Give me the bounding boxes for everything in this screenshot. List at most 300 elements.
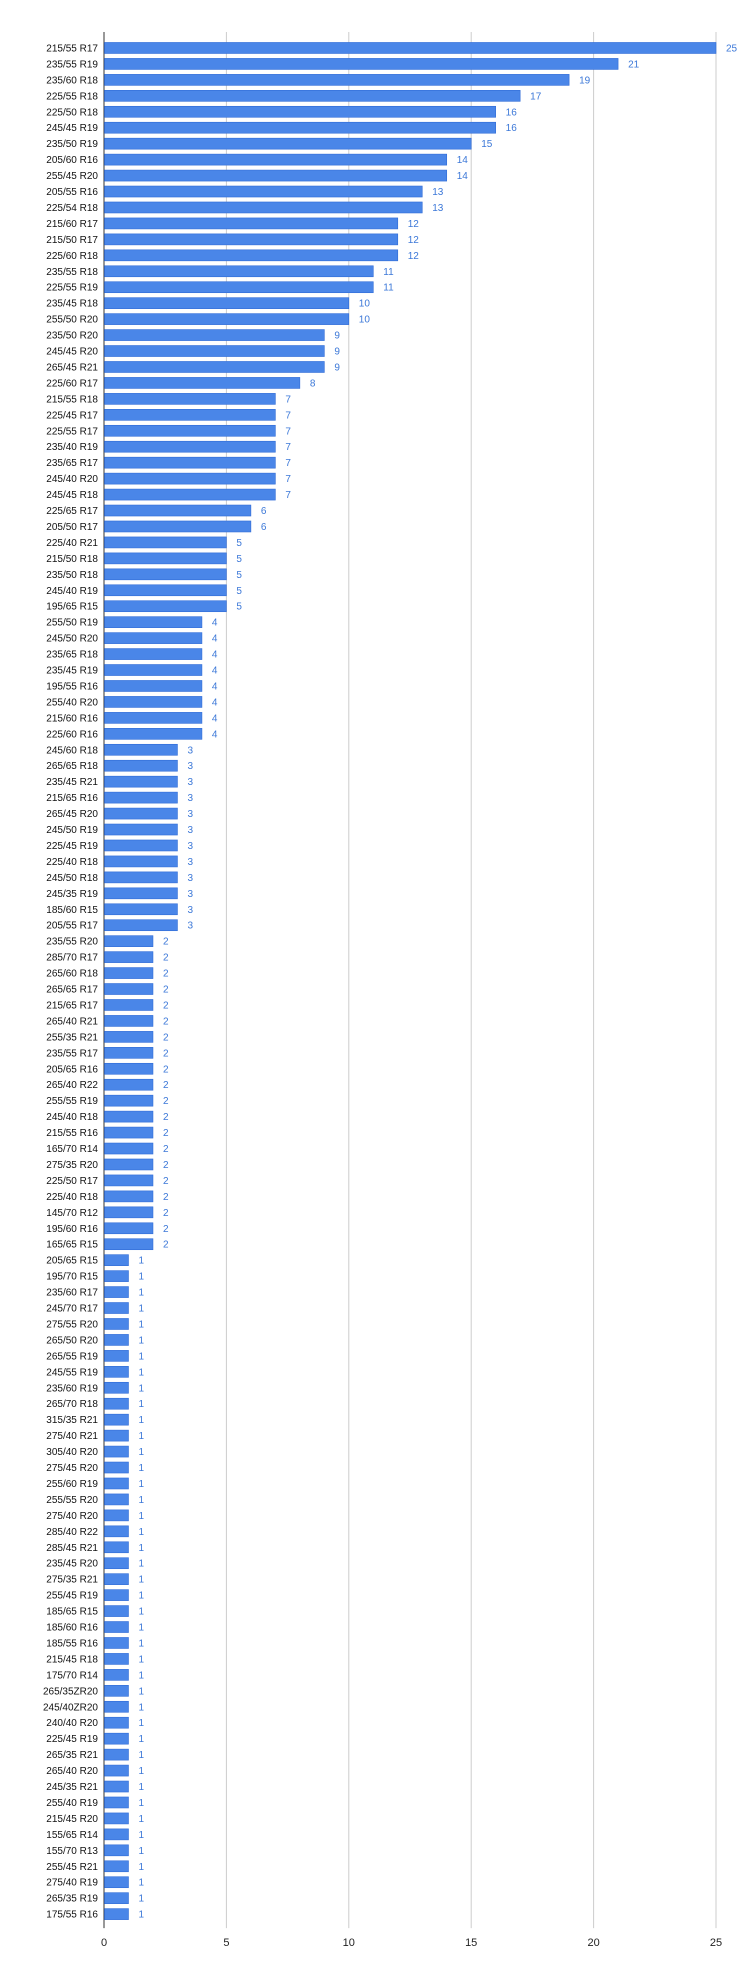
value-label: 4 (211, 697, 218, 709)
category-label: 245/40ZR20 (42, 1702, 98, 1714)
category-label: 235/45 R19 (46, 665, 98, 677)
category-label: 245/40 R20 (46, 474, 98, 486)
bar[interactable] (105, 154, 447, 165)
category-label: 315/35 R21 (46, 1415, 98, 1427)
category-label: 265/35 R21 (46, 1750, 98, 1762)
value-label: 16 (505, 123, 517, 135)
bar[interactable] (105, 1223, 153, 1234)
category-label: 255/45 R21 (46, 1861, 98, 1873)
category-label: 245/55 R19 (46, 1367, 98, 1379)
bar[interactable] (105, 330, 325, 341)
bar[interactable] (105, 1159, 153, 1170)
value-label: 14 (456, 155, 468, 167)
bar[interactable] (105, 856, 178, 867)
value-label: 25 (726, 43, 738, 55)
bar[interactable] (105, 521, 251, 532)
bar[interactable] (105, 74, 570, 85)
bar[interactable] (105, 1079, 153, 1090)
category-label: 225/55 R19 (46, 282, 98, 294)
bar[interactable] (105, 1781, 129, 1792)
category-label: 215/55 R16 (46, 1128, 98, 1140)
bar[interactable] (105, 1701, 129, 1712)
bar[interactable] (105, 138, 472, 149)
bar[interactable] (105, 696, 202, 707)
category-label: 235/45 R20 (46, 1558, 98, 1570)
value-label: 4 (211, 665, 218, 677)
value-label: 1 (138, 1574, 145, 1586)
value-label: 9 (334, 362, 340, 374)
value-label: 16 (505, 107, 517, 119)
bar[interactable] (105, 1334, 129, 1345)
value-label: 1 (138, 1590, 145, 1602)
bar[interactable] (105, 968, 153, 979)
value-label: 1 (138, 1877, 145, 1889)
bar[interactable] (105, 42, 717, 53)
category-label: 205/55 R16 (46, 187, 98, 199)
bar[interactable] (105, 904, 178, 915)
value-label: 9 (334, 330, 340, 342)
category-label: 235/60 R18 (46, 75, 98, 87)
value-label: 1 (138, 1494, 145, 1506)
value-label: 4 (211, 713, 218, 725)
category-label: 275/35 R20 (46, 1159, 98, 1171)
category-label: 255/55 R20 (46, 1494, 98, 1506)
bar[interactable] (105, 1239, 153, 1250)
category-label: 265/45 R20 (46, 809, 98, 821)
bar[interactable] (105, 473, 276, 484)
bar[interactable] (105, 999, 153, 1010)
category-label: 255/40 R20 (46, 697, 98, 709)
bar[interactable] (105, 1095, 153, 1106)
category-label: 225/65 R17 (46, 506, 98, 518)
x-tick-label: 5 (223, 1937, 230, 1950)
value-label: 8 (309, 378, 316, 390)
x-tick-label: 25 (709, 1937, 723, 1950)
value-label: 1 (138, 1415, 145, 1427)
category-label: 175/55 R16 (46, 1909, 98, 1921)
value-label: 9 (334, 346, 340, 358)
bar[interactable] (105, 505, 251, 516)
category-label: 235/60 R19 (46, 1383, 98, 1395)
category-label: 155/70 R13 (46, 1845, 98, 1857)
bar[interactable] (105, 106, 496, 117)
category-label: 265/35 R19 (46, 1893, 98, 1905)
bar[interactable] (105, 840, 178, 851)
bar[interactable] (105, 393, 276, 404)
category-label: 235/55 R17 (46, 1048, 98, 1060)
category-label: 275/45 R20 (46, 1463, 98, 1475)
value-label: 1 (138, 1845, 145, 1857)
bar[interactable] (105, 409, 276, 420)
value-label: 17 (530, 91, 542, 103)
category-label: 245/70 R17 (46, 1303, 98, 1315)
bar[interactable] (105, 728, 202, 739)
bar[interactable] (105, 936, 153, 947)
x-tick-label: 15 (465, 1937, 478, 1950)
bar[interactable] (105, 1063, 153, 1074)
category-label: 205/60 R16 (46, 155, 98, 167)
bar[interactable] (105, 1797, 129, 1808)
category-label: 185/60 R16 (46, 1622, 98, 1634)
value-label: 7 (285, 394, 291, 406)
bar[interactable] (105, 1366, 129, 1377)
bar[interactable] (105, 1542, 129, 1553)
value-label: 1 (138, 1654, 145, 1666)
value-label: 3 (187, 888, 194, 900)
category-label: 255/55 R19 (46, 1096, 98, 1108)
bar[interactable] (105, 90, 521, 101)
bar[interactable] (105, 601, 227, 612)
bar[interactable] (105, 888, 178, 899)
category-label: 235/65 R18 (46, 649, 98, 661)
value-label: 1 (138, 1718, 145, 1730)
bar[interactable] (105, 1733, 129, 1744)
bar[interactable] (105, 441, 276, 452)
category-label: 245/50 R20 (46, 633, 98, 645)
category-label: 245/35 R19 (46, 888, 98, 900)
bar[interactable] (105, 760, 178, 771)
value-label: 1 (138, 1367, 145, 1379)
bar[interactable] (105, 1494, 129, 1505)
value-label: 4 (211, 729, 218, 741)
bar[interactable] (105, 920, 178, 931)
bar[interactable] (105, 1207, 153, 1218)
category-label: 265/45 R21 (46, 362, 98, 374)
bar[interactable] (105, 824, 178, 835)
x-tick-label: 0 (100, 1937, 108, 1950)
bar[interactable] (105, 202, 423, 213)
bar[interactable] (105, 489, 276, 500)
bar[interactable] (105, 872, 178, 883)
category-label: 225/55 R17 (46, 426, 98, 438)
bar[interactable] (105, 58, 619, 69)
category-label: 225/50 R18 (46, 107, 98, 119)
bar[interactable] (105, 170, 447, 181)
category-label: 195/70 R15 (46, 1271, 98, 1283)
bar[interactable] (105, 665, 202, 676)
value-label: 2 (162, 1144, 169, 1156)
value-label: 2 (162, 1191, 169, 1203)
value-label: 1 (138, 1797, 145, 1809)
category-label: 255/60 R19 (46, 1478, 98, 1490)
x-tick-label: 20 (587, 1937, 600, 1950)
bar[interactable] (105, 1462, 129, 1473)
bar[interactable] (105, 1255, 129, 1266)
value-label: 2 (162, 968, 169, 980)
bar[interactable] (105, 1287, 129, 1298)
value-label: 5 (236, 585, 242, 597)
bar[interactable] (105, 1478, 129, 1489)
value-label: 1 (138, 1861, 145, 1873)
value-label: 4 (211, 681, 218, 693)
category-label: 235/60 R17 (46, 1287, 98, 1299)
bar[interactable] (105, 1845, 129, 1856)
value-label: 7 (285, 426, 291, 438)
bar[interactable] (105, 553, 227, 564)
bar[interactable] (105, 1350, 129, 1361)
value-label: 3 (187, 904, 194, 916)
bar[interactable] (105, 1031, 153, 1042)
bar[interactable] (105, 776, 178, 787)
bar[interactable] (105, 680, 202, 691)
bar[interactable] (105, 1526, 129, 1537)
category-label: 225/40 R21 (46, 537, 98, 549)
category-label: 145/70 R12 (46, 1207, 98, 1219)
category-label: 255/35 R21 (46, 1032, 98, 1044)
bar[interactable] (105, 1111, 153, 1122)
bar[interactable] (105, 1143, 153, 1154)
value-label: 1 (138, 1558, 145, 1570)
category-label: 205/65 R15 (46, 1255, 98, 1267)
value-label: 2 (162, 1128, 169, 1140)
value-label: 6 (260, 506, 267, 518)
category-label: 275/55 R20 (46, 1319, 98, 1331)
value-label: 7 (285, 458, 291, 470)
value-label: 2 (162, 1112, 169, 1124)
bar[interactable] (105, 649, 202, 660)
bar[interactable] (105, 1653, 129, 1664)
value-label: 1 (138, 1399, 145, 1411)
category-label: 235/40 R19 (46, 442, 98, 454)
category-label: 215/45 R20 (46, 1813, 98, 1825)
bar[interactable] (105, 1893, 129, 1904)
value-label: 1 (138, 1335, 145, 1347)
value-label: 3 (187, 840, 194, 852)
bar[interactable] (105, 1685, 129, 1696)
bar[interactable] (105, 425, 276, 436)
bar[interactable] (105, 1765, 129, 1776)
category-label: 255/45 R20 (46, 171, 98, 183)
category-label: 225/40 R18 (46, 1191, 98, 1203)
bar[interactable] (105, 122, 496, 133)
category-label: 245/50 R19 (46, 825, 98, 837)
value-label: 4 (211, 617, 218, 629)
category-label: 265/55 R19 (46, 1351, 98, 1363)
value-label: 19 (579, 75, 591, 87)
value-label: 1 (138, 1893, 145, 1905)
bar[interactable] (105, 1606, 129, 1617)
value-label: 1 (138, 1813, 145, 1825)
bar[interactable] (105, 1861, 129, 1872)
category-label: 285/40 R22 (46, 1526, 98, 1538)
bar[interactable] (105, 952, 153, 963)
bar[interactable] (105, 314, 349, 325)
bar[interactable] (105, 808, 178, 819)
bar[interactable] (105, 585, 227, 596)
bar[interactable] (105, 633, 202, 644)
value-label: 1 (138, 1782, 145, 1794)
value-label: 12 (407, 218, 419, 230)
category-label: 245/45 R20 (46, 346, 98, 358)
bar[interactable] (105, 1047, 153, 1058)
x-axis-ticks (101, 1937, 722, 1949)
value-label: 13 (432, 187, 444, 199)
bar[interactable] (105, 569, 227, 580)
category-label: 275/35 R21 (46, 1574, 98, 1586)
bar[interactable] (105, 218, 398, 229)
bar[interactable] (105, 1749, 129, 1760)
value-label: 12 (407, 234, 419, 246)
value-label: 1 (138, 1606, 145, 1618)
value-label: 3 (187, 920, 194, 932)
category-label: 265/40 R22 (46, 1080, 98, 1092)
category-label: 245/40 R19 (46, 585, 98, 597)
bar[interactable] (105, 1558, 129, 1569)
category-label: 245/50 R18 (46, 872, 98, 884)
category-label: 285/45 R21 (46, 1542, 98, 1554)
category-label: 215/60 R16 (46, 713, 98, 725)
category-label: 205/55 R17 (46, 920, 98, 932)
value-label: 2 (162, 1000, 169, 1012)
value-label: 1 (138, 1351, 145, 1363)
bar[interactable] (105, 744, 178, 755)
bar[interactable] (105, 1191, 153, 1202)
bar[interactable] (105, 377, 300, 388)
value-label: 2 (162, 1080, 169, 1092)
category-label: 265/65 R17 (46, 984, 98, 996)
category-label: 265/40 R21 (46, 1016, 98, 1028)
bar[interactable] (105, 1303, 129, 1314)
bar[interactable] (105, 617, 202, 628)
bar[interactable] (105, 186, 423, 197)
bar[interactable] (105, 1175, 153, 1186)
bar[interactable] (105, 282, 374, 293)
bar[interactable] (105, 1414, 129, 1425)
category-label: 235/65 R17 (46, 458, 98, 470)
value-label: 2 (162, 1096, 169, 1108)
bar[interactable] (105, 1909, 129, 1920)
value-label: 21 (628, 59, 640, 71)
category-label: 265/60 R18 (46, 968, 98, 980)
bar[interactable] (105, 234, 398, 245)
category-label: 225/40 R18 (46, 856, 98, 868)
bar[interactable] (105, 1430, 129, 1441)
value-label: 6 (260, 521, 267, 533)
bar[interactable] (105, 1813, 129, 1824)
category-label: 265/50 R20 (46, 1335, 98, 1347)
value-label: 2 (162, 1064, 169, 1076)
value-label: 13 (432, 202, 444, 214)
category-label: 185/65 R15 (46, 1606, 98, 1618)
category-label: 215/55 R17 (46, 43, 98, 55)
value-label: 1 (138, 1526, 145, 1538)
value-label: 5 (236, 569, 242, 581)
category-label: 215/65 R17 (46, 1000, 98, 1012)
category-label: 215/50 R18 (46, 553, 98, 565)
category-label: 185/55 R16 (46, 1638, 98, 1650)
category-label: 255/50 R19 (46, 617, 98, 629)
value-label: 1 (138, 1542, 145, 1554)
category-label: 165/65 R15 (46, 1239, 98, 1251)
value-label: 1 (138, 1686, 145, 1698)
value-label: 1 (138, 1319, 145, 1331)
value-label: 14 (456, 171, 468, 183)
bar[interactable] (105, 1127, 153, 1138)
bar[interactable] (105, 1829, 129, 1840)
bar[interactable] (105, 792, 178, 803)
value-label: 1 (138, 1271, 145, 1283)
category-label: 215/45 R18 (46, 1654, 98, 1666)
category-label: 265/35ZR20 (42, 1686, 98, 1698)
value-label: 11 (383, 266, 394, 278)
bar[interactable] (105, 457, 276, 468)
value-label: 2 (162, 1207, 169, 1219)
value-label: 7 (285, 490, 291, 502)
value-label: 1 (138, 1702, 145, 1714)
value-label: 3 (187, 872, 194, 884)
category-label: 255/45 R19 (46, 1590, 98, 1602)
bar[interactable] (105, 1877, 129, 1888)
category-label: 265/40 R20 (46, 1766, 98, 1778)
bar[interactable] (105, 250, 398, 261)
category-label: 275/40 R21 (46, 1431, 98, 1443)
category-label: 205/50 R17 (46, 521, 98, 533)
value-label: 1 (138, 1766, 145, 1778)
bar[interactable] (105, 1510, 129, 1521)
value-label: 4 (211, 649, 218, 661)
value-label: 10 (358, 314, 370, 326)
bar[interactable] (105, 1590, 129, 1601)
bar[interactable] (105, 1669, 129, 1680)
value-label: 1 (138, 1909, 145, 1921)
bar[interactable] (105, 1271, 129, 1282)
category-label: 245/45 R19 (46, 123, 98, 135)
value-label: 2 (162, 984, 169, 996)
category-label: 240/40 R20 (46, 1718, 98, 1730)
value-label: 7 (285, 442, 291, 454)
category-label: 225/60 R16 (46, 729, 98, 741)
bar[interactable] (105, 1717, 129, 1728)
bar[interactable] (105, 984, 153, 995)
category-label: 195/65 R15 (46, 601, 98, 613)
category-label: 275/40 R20 (46, 1510, 98, 1522)
bar[interactable] (105, 537, 227, 548)
category-label: 215/60 R17 (46, 218, 98, 230)
category-label: 185/60 R15 (46, 904, 98, 916)
value-label: 1 (138, 1622, 145, 1634)
bar[interactable] (105, 1622, 129, 1633)
value-label: 12 (407, 250, 419, 262)
bar[interactable] (105, 1574, 129, 1585)
bar[interactable] (105, 1637, 129, 1648)
bar[interactable] (105, 1318, 129, 1329)
category-label: 215/65 R16 (46, 793, 98, 805)
bar[interactable] (105, 266, 374, 277)
category-label: 235/55 R18 (46, 266, 98, 278)
category-label: 245/60 R18 (46, 745, 98, 757)
category-label: 175/70 R14 (46, 1670, 98, 1682)
category-label: 265/65 R18 (46, 761, 98, 773)
bar[interactable] (105, 1382, 129, 1393)
x-tick-label: 10 (342, 1937, 355, 1950)
category-label: 155/65 R14 (46, 1829, 98, 1841)
bar[interactable] (105, 1398, 129, 1409)
value-label: 3 (187, 761, 194, 773)
bar[interactable] (105, 298, 349, 309)
bar[interactable] (105, 1015, 153, 1026)
bar[interactable] (105, 712, 202, 723)
category-label: 235/50 R18 (46, 569, 98, 581)
value-label: 5 (236, 601, 242, 613)
value-label: 2 (162, 1032, 169, 1044)
value-label: 3 (187, 793, 194, 805)
bar[interactable] (105, 346, 325, 357)
category-label: 225/45 R19 (46, 1734, 98, 1746)
value-label: 2 (162, 936, 169, 948)
bar[interactable] (105, 361, 325, 372)
bar[interactable] (105, 1446, 129, 1457)
value-label: 3 (187, 777, 194, 789)
